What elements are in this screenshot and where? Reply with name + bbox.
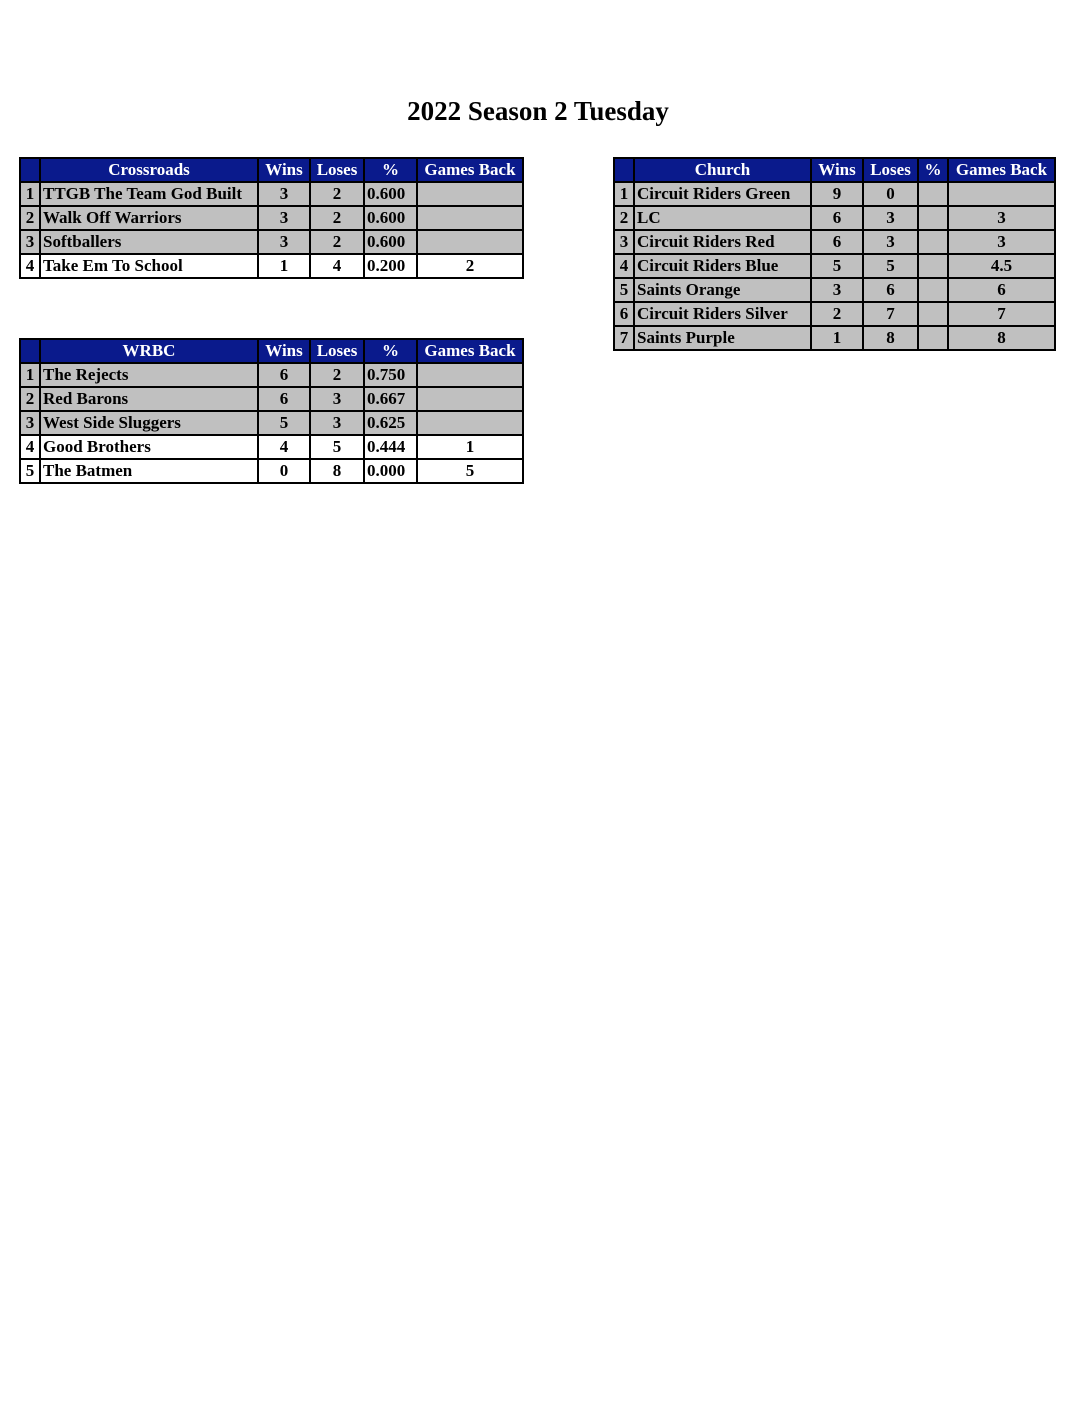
table-row <box>20 411 523 435</box>
rank-cell: 4 <box>20 435 40 459</box>
percent-cell <box>918 302 948 326</box>
games-back-cell <box>417 363 523 387</box>
loses-cell: 5 <box>310 435 364 459</box>
division-name-header: WRBC <box>40 339 258 363</box>
wins-cell: 0 <box>258 459 310 483</box>
games-back-header: Games Back <box>948 158 1055 182</box>
team-name-cell: TTGB The Team God Built <box>40 182 258 206</box>
standings-table-church <box>613 157 1056 351</box>
table-row <box>20 459 523 483</box>
wins-header: Wins <box>811 158 863 182</box>
wins-cell: 6 <box>811 230 863 254</box>
loses-cell: 0 <box>863 182 918 206</box>
percent-cell <box>918 326 948 350</box>
wins-cell: 3 <box>258 206 310 230</box>
team-name-cell: West Side Sluggers <box>40 411 258 435</box>
loses-cell: 2 <box>310 363 364 387</box>
team-name-cell: Walk Off Warriors <box>40 206 258 230</box>
division-name-header: Crossroads <box>40 158 258 182</box>
percent-header: % <box>364 339 417 363</box>
loses-cell: 2 <box>310 230 364 254</box>
table-row <box>20 206 523 230</box>
games-back-cell: 3 <box>948 230 1055 254</box>
table-row <box>614 182 1055 206</box>
team-name-cell: Circuit Riders Blue <box>634 254 811 278</box>
rank-cell: 1 <box>20 363 40 387</box>
wins-cell: 3 <box>258 182 310 206</box>
games-back-cell: 6 <box>948 278 1055 302</box>
rank-cell: 4 <box>20 254 40 278</box>
rank-cell: 5 <box>20 459 40 483</box>
table-row <box>614 326 1055 350</box>
percent-cell <box>918 206 948 230</box>
rank-header <box>614 158 634 182</box>
table-row <box>614 206 1055 230</box>
games-back-cell <box>417 206 523 230</box>
games-back-cell <box>948 182 1055 206</box>
table-header-row <box>20 339 523 363</box>
rank-cell: 2 <box>614 206 634 230</box>
wins-cell: 5 <box>811 254 863 278</box>
division-name-header: Church <box>634 158 811 182</box>
games-back-cell: 7 <box>948 302 1055 326</box>
table-row <box>614 302 1055 326</box>
table-row <box>20 182 523 206</box>
percent-cell: 0.600 <box>364 182 417 206</box>
table-row <box>614 230 1055 254</box>
table-row <box>20 230 523 254</box>
wins-cell: 1 <box>258 254 310 278</box>
percent-cell: 0.667 <box>364 387 417 411</box>
wins-cell: 6 <box>811 206 863 230</box>
games-back-cell <box>417 182 523 206</box>
table-row <box>614 278 1055 302</box>
wins-cell: 3 <box>258 230 310 254</box>
loses-cell: 3 <box>310 387 364 411</box>
games-back-cell: 4.5 <box>948 254 1055 278</box>
percent-header: % <box>918 158 948 182</box>
games-back-cell <box>417 230 523 254</box>
wins-cell: 6 <box>258 363 310 387</box>
team-name-cell: Red Barons <box>40 387 258 411</box>
team-name-cell: Take Em To School <box>40 254 258 278</box>
loses-cell: 4 <box>310 254 364 278</box>
percent-cell <box>918 278 948 302</box>
team-name-cell: Saints Purple <box>634 326 811 350</box>
table-row <box>20 435 523 459</box>
team-name-cell: LC <box>634 206 811 230</box>
wins-cell: 6 <box>258 387 310 411</box>
loses-cell: 8 <box>863 326 918 350</box>
rank-cell: 3 <box>20 411 40 435</box>
percent-cell: 0.625 <box>364 411 417 435</box>
loses-cell: 3 <box>863 206 918 230</box>
team-name-cell: The Rejects <box>40 363 258 387</box>
percent-cell: 0.000 <box>364 459 417 483</box>
rank-cell: 3 <box>20 230 40 254</box>
percent-header: % <box>364 158 417 182</box>
table-row <box>614 254 1055 278</box>
table-row <box>20 254 523 278</box>
percent-cell: 0.444 <box>364 435 417 459</box>
team-name-cell: Circuit Riders Red <box>634 230 811 254</box>
loses-header: Loses <box>310 158 364 182</box>
team-name-cell: Circuit Riders Silver <box>634 302 811 326</box>
loses-header: Loses <box>863 158 918 182</box>
rank-header <box>20 158 40 182</box>
team-name-cell: The Batmen <box>40 459 258 483</box>
percent-cell: 0.600 <box>364 206 417 230</box>
table-row <box>20 363 523 387</box>
wins-header: Wins <box>258 339 310 363</box>
rank-cell: 1 <box>20 182 40 206</box>
rank-cell: 4 <box>614 254 634 278</box>
percent-cell <box>918 230 948 254</box>
games-back-cell: 8 <box>948 326 1055 350</box>
loses-cell: 8 <box>310 459 364 483</box>
rank-cell: 6 <box>614 302 634 326</box>
team-name-cell: Circuit Riders Green <box>634 182 811 206</box>
loses-cell: 6 <box>863 278 918 302</box>
wins-cell: 4 <box>258 435 310 459</box>
percent-cell <box>918 254 948 278</box>
games-back-cell <box>417 387 523 411</box>
standings-table-crossroads <box>19 157 524 279</box>
loses-cell: 3 <box>863 230 918 254</box>
rank-cell: 1 <box>614 182 634 206</box>
games-back-cell: 2 <box>417 254 523 278</box>
wins-cell: 9 <box>811 182 863 206</box>
loses-cell: 3 <box>310 411 364 435</box>
rank-cell: 3 <box>614 230 634 254</box>
standings-table-wrbc <box>19 338 524 484</box>
loses-cell: 2 <box>310 182 364 206</box>
games-back-header: Games Back <box>417 339 523 363</box>
percent-cell: 0.750 <box>364 363 417 387</box>
wins-cell: 1 <box>811 326 863 350</box>
loses-cell: 2 <box>310 206 364 230</box>
rank-cell: 2 <box>20 387 40 411</box>
loses-cell: 5 <box>863 254 918 278</box>
percent-cell: 0.600 <box>364 230 417 254</box>
games-back-header: Games Back <box>417 158 523 182</box>
rank-cell: 7 <box>614 326 634 350</box>
wins-cell: 2 <box>811 302 863 326</box>
table-header-row <box>20 158 523 182</box>
percent-cell: 0.200 <box>364 254 417 278</box>
team-name-cell: Softballers <box>40 230 258 254</box>
wins-cell: 3 <box>811 278 863 302</box>
wins-header: Wins <box>258 158 310 182</box>
loses-cell: 7 <box>863 302 918 326</box>
rank-cell: 5 <box>614 278 634 302</box>
loses-header: Loses <box>310 339 364 363</box>
team-name-cell: Saints Orange <box>634 278 811 302</box>
wins-cell: 5 <box>258 411 310 435</box>
table-header-row <box>614 158 1055 182</box>
team-name-cell: Good Brothers <box>40 435 258 459</box>
percent-cell <box>918 182 948 206</box>
page-title: 2022 Season 2 Tuesday <box>407 96 669 126</box>
games-back-cell: 1 <box>417 435 523 459</box>
games-back-cell: 3 <box>948 206 1055 230</box>
games-back-cell <box>417 411 523 435</box>
rank-cell: 2 <box>20 206 40 230</box>
table-row <box>20 387 523 411</box>
games-back-cell: 5 <box>417 459 523 483</box>
rank-header <box>20 339 40 363</box>
